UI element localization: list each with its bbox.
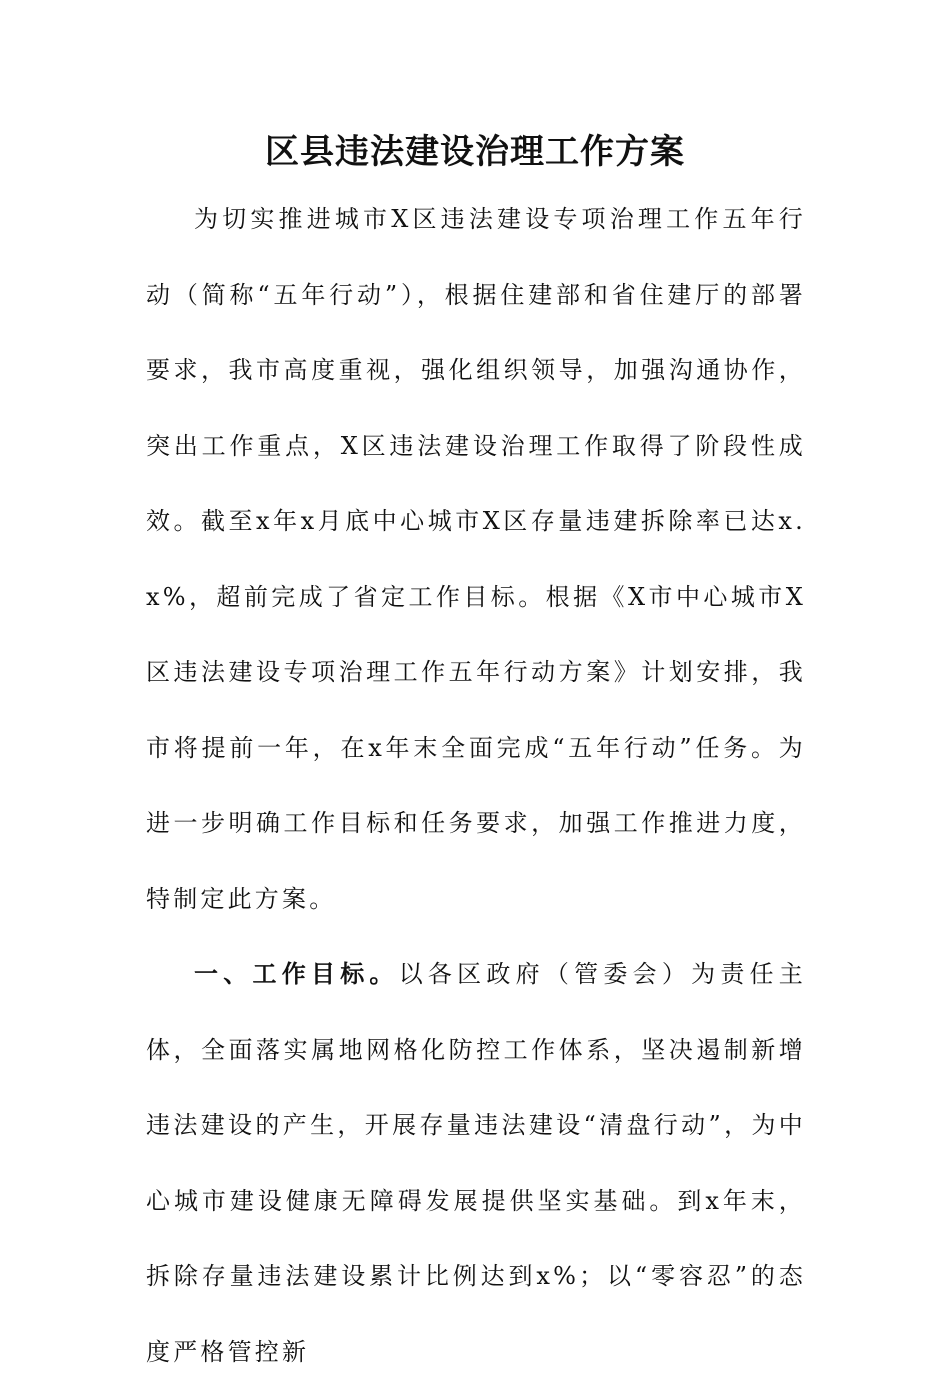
- intro-paragraph: [146, 182, 806, 937]
- intro-paragraph-text: 为切实推进城市X区违法建设专项治理工作五年行动（简称“五年行动”），根据住建部和省住建厅的部署要求，我市高度重视，强化组织领导，加强沟通协作，突出工作重点，X区违法建设治理工作取得了阶段性成效。截至x年x月底中心城市X区存量违建拆除率已达x.x%，超前完成了省定工作目标。根据《X市中心城市X区违法建设专项治理工作五年行动方案》计划安排，我市将提前一年，在x年末全面完成“五年行动”任务。为进一步明确工作目标和任务要求，加强工作推进力度，特制定此方案。: [146, 205, 806, 913]
- section-1-text: 以各区政府（管委会）为责任主体，全面落实属地网格化防控工作体系，坚决遏制新增违法建设的产生，开展存量违法建设“清盘行动”，为中心城市建设健康无障碍发展提供坚实基础。到x年末，拆除存量违法建设累计比例达到x%；以“零容忍”的态度严格管控新: [146, 960, 806, 1366]
- document-title: 区县违法建设治理工作方案: [265, 132, 685, 172]
- section-1-paragraph: [146, 937, 806, 1390]
- document-body: [146, 182, 806, 1390]
- section-1-heading: 一、工作目标。: [194, 960, 399, 988]
